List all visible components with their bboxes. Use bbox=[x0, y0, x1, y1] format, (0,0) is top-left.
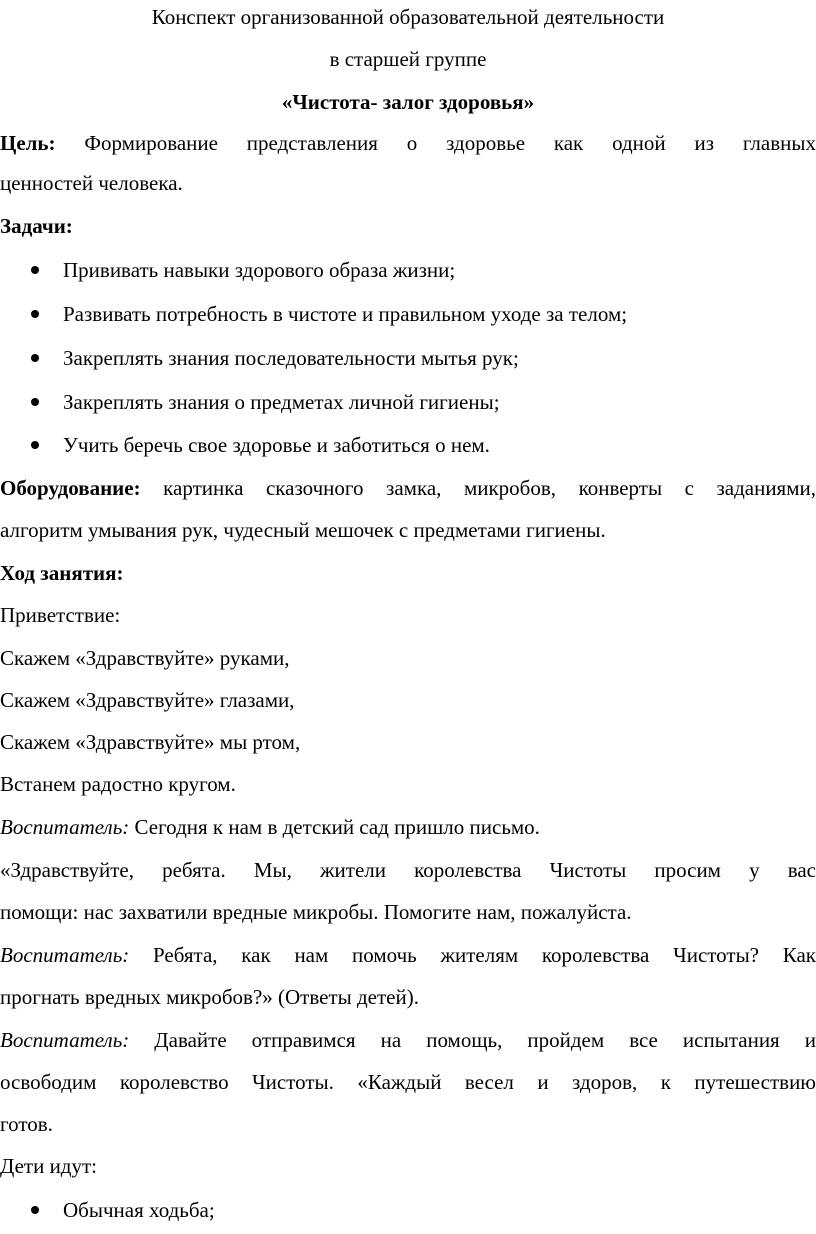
dialogue-text: Давайте отправимся на помощь, пройдем все испытания и bbox=[154, 1028, 816, 1052]
task-item bbox=[0, 337, 816, 379]
speaker-label: Воспитатель: bbox=[0, 815, 130, 839]
task-item bbox=[0, 424, 816, 466]
greeting-line: Скажем «Здравствуйте» мы ртом, bbox=[0, 730, 301, 754]
equipment-text-1: картинка сказочного замка, микробов, конверты с заданиями, bbox=[163, 476, 816, 500]
course-label: Ход занятия: bbox=[0, 561, 124, 585]
goal-line-1 bbox=[0, 122, 816, 164]
dialogue-paragraph-1 bbox=[0, 806, 816, 848]
task-item-text: Прививать навыки здорового образа жизни; bbox=[63, 258, 456, 282]
greeting-line: Скажем «Здравствуйте» глазами, bbox=[0, 688, 295, 712]
tasks-label: Задачи: bbox=[0, 214, 73, 238]
task-item-text: Закреплять знания о предметах личной гигиены; bbox=[63, 390, 500, 414]
dialogue-paragraph-3-cont: освободим королевство Чистоты. «Каждый весел и здоров, к путешествию bbox=[0, 1070, 816, 1094]
header-line-2: в старшей группе bbox=[329, 47, 487, 71]
bullet-icon bbox=[31, 310, 39, 318]
letter-line-1: «Здравствуйте, ребята. Мы, жители королевства Чистоты просим у вас bbox=[0, 858, 816, 882]
goal-label: Цель: bbox=[0, 131, 56, 155]
dialogue-text: Сегодня к нам в детский сад пришло письмо. bbox=[134, 815, 540, 839]
bullet-icon bbox=[31, 1206, 39, 1214]
speaker-label: Воспитатель: bbox=[0, 943, 130, 967]
greeting-line: Встанем радостно кругом. bbox=[0, 772, 236, 796]
goal-text-2: ценностей человека. bbox=[0, 171, 183, 195]
bullet-icon bbox=[31, 441, 39, 449]
equipment-line-1 bbox=[0, 467, 816, 509]
task-item bbox=[0, 249, 816, 291]
speaker-label: Воспитатель: bbox=[0, 1028, 130, 1052]
walking-intro: Дети идут: bbox=[0, 1154, 98, 1178]
bullet-icon bbox=[31, 266, 39, 274]
task-item-text: Учить беречь свое здоровье и заботиться о нем. bbox=[63, 433, 490, 457]
task-item bbox=[0, 381, 816, 423]
task-item bbox=[0, 293, 816, 335]
equipment-text-2: алгоритм умывания рук, чудесный мешочек с предметами гигиены. bbox=[0, 518, 606, 542]
header-line-1: Конспект организованной образовательной деятельности bbox=[151, 5, 665, 29]
dialogue-paragraph-2 bbox=[0, 934, 816, 976]
dialogue-paragraph-3 bbox=[0, 1019, 816, 1061]
walking-item-text: Обычная ходьба; bbox=[63, 1198, 215, 1222]
letter-line-2: помощи: нас захватили вредные микробы. Помогите нам, пожалуйста. bbox=[0, 900, 632, 924]
equipment-label: Оборудование: bbox=[0, 476, 141, 500]
dialogue-paragraph-2-cont: прогнать вредных микробов?» (Ответы детей). bbox=[0, 985, 419, 1009]
walking-item bbox=[0, 1189, 816, 1231]
bullet-icon bbox=[31, 398, 39, 406]
goal-text-1: Формирование представления о здоровье как одной из главных bbox=[84, 131, 816, 155]
bullet-icon bbox=[31, 354, 39, 362]
task-item-text: Закреплять знания последовательности мытья рук; bbox=[63, 346, 519, 370]
document-title: «Чистота- залог здоровья» bbox=[281, 90, 535, 114]
dialogue-text: Ребята, как нам помочь жителям королевства Чистоты? Как bbox=[153, 943, 816, 967]
task-item-text: Развивать потребность в чистоте и правильном уходе за телом; bbox=[63, 302, 628, 326]
greeting-line: Скажем «Здравствуйте» руками, bbox=[0, 646, 290, 670]
greeting-intro: Приветствие: bbox=[0, 603, 121, 627]
dialogue-paragraph-3-end: готов. bbox=[0, 1112, 53, 1136]
